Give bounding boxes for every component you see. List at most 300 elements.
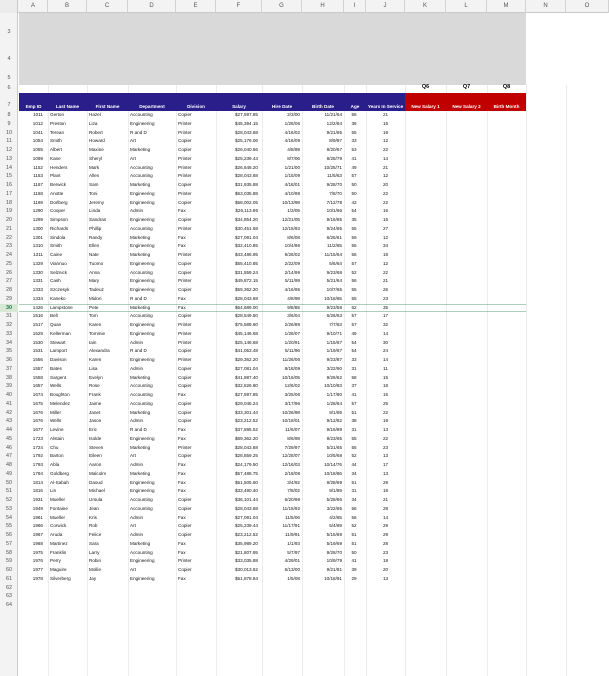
row-number[interactable]: 32 <box>6 322 12 328</box>
cell-age[interactable]: 50 <box>351 549 357 555</box>
cell-division[interactable]: Copier <box>178 383 192 389</box>
cell-emp-id[interactable]: 1169 <box>33 199 43 205</box>
cell-birth-date[interactable]: 9/26/62 <box>326 374 342 380</box>
cell-birth-date[interactable]: 9/23/58 <box>326 304 342 310</box>
cell-age[interactable]: 57 <box>351 313 357 319</box>
cell-birth-date[interactable]: 9/23/87 <box>326 357 342 362</box>
cell-salary[interactable]: $30,451.68 <box>235 225 258 231</box>
cell-age[interactable]: 52 <box>351 523 357 529</box>
cell-last-name[interactable]: Kellerman <box>50 330 71 336</box>
row-number[interactable]: 58 <box>6 549 12 556</box>
row-number[interactable]: 11 <box>6 138 12 145</box>
cell-first-name[interactable]: Liza <box>89 120 98 126</box>
cell-salary[interactable]: $35,989.20 <box>235 540 258 546</box>
row-number[interactable]: 52 <box>6 497 12 503</box>
cell-hire-date[interactable]: 9/8/85 <box>287 304 300 310</box>
cell-age[interactable]: 31 <box>351 427 357 432</box>
cell-department[interactable]: Marketing <box>130 409 151 415</box>
cell-hire-date[interactable]: 12/15/93 <box>282 225 300 231</box>
row-number[interactable]: 51 <box>6 488 12 495</box>
row-number[interactable]: 35 <box>6 348 12 355</box>
cell-years-in-service[interactable]: 21 <box>382 112 389 117</box>
cell-salary[interactable]: $28,549.50 <box>235 313 258 319</box>
cell-first-name[interactable]: Jay <box>89 575 97 581</box>
cell-age[interactable]: 51 <box>351 532 357 537</box>
cell-birth-date[interactable]: 10/7/65 <box>326 287 342 292</box>
cell-emp-id[interactable]: 1793 <box>32 462 43 467</box>
header-salary[interactable]: Salary <box>232 104 246 109</box>
cell-last-name[interactable]: Henders <box>50 164 68 170</box>
cell-emp-id[interactable]: 1530 <box>32 339 43 345</box>
cell-first-name[interactable]: Iain <box>89 339 97 345</box>
column-header-e[interactable]: E <box>176 0 216 13</box>
cell-age[interactable]: 55 <box>351 287 357 292</box>
cell-years-in-service[interactable]: 32 <box>382 322 389 327</box>
row-number[interactable]: 3 <box>7 29 11 35</box>
cell-birth-date[interactable]: 10/25/71 <box>324 164 342 170</box>
cell-age[interactable]: 44 <box>351 462 357 467</box>
cell-years-in-service[interactable]: 22 <box>382 435 389 441</box>
cell-division[interactable]: Copier <box>178 567 192 572</box>
cell-birth-date[interactable]: 10/18/91 <box>324 575 342 581</box>
row-number[interactable]: 60 <box>6 567 12 573</box>
header-department[interactable]: Department <box>139 104 165 109</box>
cell-department[interactable]: R and D <box>130 295 147 301</box>
cell-birth-date[interactable]: 9/28/70 <box>326 182 342 187</box>
cell-first-name[interactable]: Nate <box>89 252 99 257</box>
cell-department[interactable]: Admin <box>130 418 144 424</box>
cell-division[interactable]: Fax <box>178 243 186 249</box>
cell-last-name[interactable]: Alstain <box>50 435 64 441</box>
cell-first-name[interactable]: Ursula <box>89 497 103 502</box>
cell-emp-id[interactable]: 1558 <box>32 374 43 380</box>
cell-years-in-service[interactable]: 13 <box>382 470 389 476</box>
cell-age[interactable]: 55 <box>351 129 357 135</box>
column-header-f[interactable]: F <box>216 0 262 13</box>
row-number[interactable]: 20 <box>6 217 12 223</box>
cell-hire-date[interactable]: 6/20/99 <box>284 497 300 502</box>
cell-last-name[interactable]: Corwick <box>50 523 67 529</box>
cell-department[interactable]: Admin <box>130 462 144 467</box>
cell-salary[interactable]: $27,081.04 <box>235 514 258 520</box>
cell-emp-id[interactable]: 1012 <box>32 120 43 126</box>
cell-hire-date[interactable]: 11/17/91 <box>282 523 300 529</box>
cell-age[interactable]: 56 <box>351 505 357 511</box>
cell-age[interactable]: 34 <box>351 497 357 502</box>
header-age[interactable]: Age <box>350 104 360 109</box>
cell-hire-date[interactable]: 8/6/98 <box>287 435 300 441</box>
cell-age[interactable]: 53 <box>351 147 357 152</box>
cell-age[interactable]: 54 <box>351 339 357 345</box>
cell-birth-date[interactable]: 5/19/69 <box>326 540 342 546</box>
cell-age[interactable]: 51 <box>351 409 357 415</box>
header-new-salary-1[interactable]: New Salary 1 <box>405 93 446 111</box>
cell-last-name[interactable]: Mueller <box>50 514 66 520</box>
column-header-l[interactable]: L <box>446 0 487 13</box>
cell-age[interactable]: 50 <box>351 190 357 196</box>
header-years-in-service[interactable]: Years In Service <box>367 104 404 109</box>
cell-last-name[interactable]: Miller <box>50 409 61 415</box>
cell-first-name[interactable]: Robert <box>89 129 103 135</box>
cell-first-name[interactable]: Isolde <box>89 435 102 441</box>
cell-salary[interactable]: $55,410.85 <box>235 260 258 266</box>
cell-years-in-service[interactable]: 23 <box>382 295 389 301</box>
cell-age[interactable]: 36 <box>351 120 357 126</box>
cell-first-name[interactable]: Allen <box>89 173 100 179</box>
cell-years-in-service[interactable]: 17 <box>382 313 389 319</box>
row-number[interactable]: 46 <box>6 444 12 451</box>
cell-salary[interactable]: $28,043.68 <box>235 129 258 135</box>
cell-first-name[interactable]: Rose <box>89 383 100 389</box>
row-number[interactable]: 22 <box>6 234 12 241</box>
cell-age[interactable]: 51 <box>351 479 357 485</box>
cell-years-in-service[interactable]: 22 <box>382 269 389 275</box>
cell-birth-date[interactable]: 5/21/64 <box>326 278 342 284</box>
cell-age[interactable]: 35 <box>351 217 357 222</box>
cell-birth-date[interactable]: 9/24/65 <box>326 225 342 231</box>
column-header-o[interactable]: O <box>566 0 609 13</box>
cell-first-name[interactable]: Mark <box>89 164 100 170</box>
cell-last-name[interactable]: Levine <box>50 427 64 432</box>
cell-division[interactable]: Copier <box>178 217 192 222</box>
cell-division[interactable]: Copier <box>178 400 192 406</box>
column-header-g[interactable]: G <box>262 0 302 13</box>
cell-first-name[interactable]: Robin <box>89 558 102 564</box>
cell-department[interactable]: Accounting <box>130 383 153 389</box>
cell-division[interactable]: Copier <box>178 147 192 152</box>
header-new-salary-2[interactable]: New Salary 2 <box>446 93 487 111</box>
cell-division[interactable]: Printer <box>178 444 192 450</box>
cell-last-name[interactable]: Wells <box>50 418 62 424</box>
cell-salary[interactable]: $57,488.75 <box>235 470 258 476</box>
cell-first-name[interactable]: Tom <box>89 313 98 319</box>
row-number[interactable]: 36 <box>6 357 12 363</box>
cell-department[interactable]: Engineering <box>130 120 155 126</box>
cell-last-name[interactable]: Sargent <box>50 374 67 380</box>
cell-division[interactable]: Copier <box>178 260 192 266</box>
cell-salary[interactable]: $28,859.25 <box>235 453 258 459</box>
cell-salary[interactable]: $23,212.52 <box>235 532 258 537</box>
cell-last-name[interactable]: Chu <box>50 444 59 450</box>
cell-last-name[interactable]: Cash <box>50 278 61 284</box>
cell-age[interactable]: 41 <box>351 155 357 161</box>
cell-division[interactable]: Printer <box>178 190 192 196</box>
cell-last-name[interactable]: Melendez <box>50 400 70 406</box>
cell-age[interactable]: 33 <box>351 357 357 362</box>
cell-first-name[interactable]: Toni <box>89 190 98 196</box>
cell-emp-id[interactable]: 1949 <box>32 505 43 511</box>
cell-hire-date[interactable]: 12/6/02 <box>284 383 300 389</box>
header-hire-date[interactable]: Hire Date <box>271 104 293 109</box>
cell-emp-id[interactable]: 1290 <box>32 208 43 214</box>
cell-salary[interactable]: $24,179.50 <box>235 462 258 467</box>
cell-salary[interactable]: $25,176.06 <box>235 138 258 144</box>
cell-first-name[interactable]: Michael <box>89 488 105 494</box>
cell-last-name[interactable]: Silverberg <box>50 575 71 581</box>
cell-last-name[interactable]: Boughton <box>50 392 70 397</box>
cell-hire-date[interactable]: 3/4/92 <box>287 479 300 485</box>
cell-emp-id[interactable]: 1977 <box>32 567 43 572</box>
cell-age[interactable]: 52 <box>351 453 357 459</box>
header-first-name[interactable]: First Name <box>95 104 120 109</box>
cell-first-name[interactable]: Anna <box>89 269 100 275</box>
cell-department[interactable]: R and D <box>130 348 147 354</box>
cell-salary[interactable]: $31,935.88 <box>235 182 258 187</box>
cell-age[interactable]: 62 <box>351 304 357 310</box>
cell-department[interactable]: Accounting <box>130 313 153 319</box>
row-number[interactable]: 62 <box>6 584 12 591</box>
cell-emp-id[interactable]: 1167 <box>33 182 43 187</box>
cell-years-in-service[interactable]: 19 <box>382 129 389 135</box>
cell-last-name[interactable]: Kane <box>50 155 61 161</box>
cell-hire-date[interactable]: 10/26/98 <box>282 409 300 415</box>
cell-last-name[interactable]: Davison <box>50 357 67 362</box>
cell-department[interactable]: Art <box>130 155 136 161</box>
cell-first-name[interactable]: Eric <box>89 427 97 432</box>
row-number[interactable]: 18 <box>6 199 12 206</box>
cell-first-name[interactable]: Jeremy <box>89 199 105 205</box>
row-number[interactable]: 42 <box>6 409 12 416</box>
row-number[interactable]: 21 <box>6 225 12 232</box>
cell-hire-date[interactable]: 2/14/99 <box>284 269 300 275</box>
column-header-h[interactable]: H <box>302 0 344 13</box>
row-number[interactable]: 10 <box>6 129 12 136</box>
cell-first-name[interactable]: Felice <box>89 532 102 537</box>
row-number[interactable]: 9 <box>7 120 11 127</box>
cell-first-name[interactable]: Karen <box>89 357 102 362</box>
cell-department[interactable]: Engineering <box>130 330 155 336</box>
cell-division[interactable]: Copier <box>178 313 192 319</box>
cell-first-name[interactable]: Midori <box>89 295 102 301</box>
cell-birth-date[interactable]: 1/28/64 <box>326 400 342 406</box>
cell-years-in-service[interactable]: 14 <box>382 155 389 161</box>
cell-years-in-service[interactable]: 21 <box>382 164 389 170</box>
cell-last-name[interactable]: Viannuo <box>50 260 67 266</box>
cell-hire-date[interactable]: 8/7/06 <box>287 155 300 161</box>
row-number[interactable]: 61 <box>6 575 12 582</box>
cell-birth-date[interactable]: 11/15/64 <box>324 252 342 257</box>
row-number[interactable]: 33 <box>6 330 12 337</box>
cell-hire-date[interactable]: 9/26/02 <box>284 252 300 257</box>
cell-division[interactable]: Fax <box>178 575 186 581</box>
cell-first-name[interactable]: Mollie <box>89 567 101 572</box>
cell-last-name[interactable]: Lamport <box>50 348 67 354</box>
grey-banner-region[interactable] <box>19 13 526 85</box>
cell-hire-date[interactable]: 5/7/97 <box>287 549 300 555</box>
cell-salary[interactable]: $33,480.40 <box>235 488 258 494</box>
cell-salary[interactable]: $26,113.86 <box>235 208 258 214</box>
header-division[interactable]: Division <box>187 104 205 109</box>
cell-age[interactable]: 31 <box>351 365 357 371</box>
cell-first-name[interactable]: Tommie <box>89 330 106 336</box>
cell-hire-date[interactable]: 3/17/96 <box>284 400 300 406</box>
cell-department[interactable]: Engineering <box>130 287 155 292</box>
cell-years-in-service[interactable]: 27 <box>382 225 389 231</box>
row-number[interactable]: 28 <box>6 287 12 293</box>
cell-birth-date[interactable]: 11/5/63 <box>327 173 342 179</box>
cell-first-name[interactable]: Lisa <box>89 365 98 371</box>
cell-emp-id[interactable]: 1330 <box>32 269 43 275</box>
cell-birth-date[interactable]: 3/22/65 <box>326 505 342 511</box>
cell-first-name[interactable]: Daoud <box>89 479 103 485</box>
cell-years-in-service[interactable]: 34 <box>382 243 389 249</box>
cell-birth-date[interactable]: 9/12/82 <box>326 418 342 424</box>
cell-hire-date[interactable]: 8/6/08 <box>287 234 300 240</box>
row-number[interactable]: 49 <box>6 470 12 477</box>
cell-hire-date[interactable]: 10/18/01 <box>282 418 300 424</box>
cell-department[interactable]: Accounting <box>130 112 153 117</box>
cell-division[interactable]: Printer <box>178 357 192 362</box>
cell-emp-id[interactable]: 1557 <box>32 365 43 371</box>
cell-birth-date[interactable]: 5/21/65 <box>326 444 342 450</box>
cell-salary[interactable]: $75,589.60 <box>235 322 258 327</box>
cell-birth-date[interactable]: 10/1/66 <box>326 208 342 214</box>
cell-years-in-service[interactable]: 12 <box>382 173 389 179</box>
cell-first-name[interactable]: Sandras <box>89 217 107 222</box>
cell-years-in-service[interactable]: 18 <box>382 383 389 389</box>
cell-hire-date[interactable]: 1/28/07 <box>284 330 300 336</box>
cell-birth-date[interactable]: 5/4/69 <box>329 523 342 529</box>
cell-last-name[interactable]: Fontaine <box>50 505 68 511</box>
cell-first-name[interactable]: Aaron <box>89 462 102 467</box>
cell-division[interactable]: Fax <box>178 540 186 546</box>
cell-last-name[interactable]: Simpson <box>50 217 68 222</box>
cell-division[interactable]: Printer <box>178 120 192 126</box>
cell-last-name[interactable]: Cooper <box>50 208 66 214</box>
cell-emp-id[interactable]: 1676 <box>32 409 43 415</box>
row-number[interactable]: 63 <box>6 593 12 600</box>
cell-last-name[interactable]: Lin <box>50 488 57 494</box>
cell-division[interactable]: Printer <box>178 129 192 135</box>
cell-years-in-service[interactable]: 11 <box>383 365 388 371</box>
cell-birth-date[interactable]: 10/14/76 <box>324 462 342 467</box>
cell-emp-id[interactable]: 1153 <box>33 173 43 179</box>
cell-emp-id[interactable]: 1152 <box>33 164 43 170</box>
cell-department[interactable]: Engineering <box>130 575 155 581</box>
cell-hire-date[interactable]: 8/18/09 <box>284 365 300 371</box>
cell-hire-date[interactable]: 1/26/06 <box>284 120 300 126</box>
cell-division[interactable]: Printer <box>178 322 192 327</box>
cell-division[interactable]: Copier <box>178 269 192 275</box>
cell-emp-id[interactable]: 1794 <box>32 470 43 476</box>
cell-birth-date[interactable]: 9/28/69 <box>326 479 342 485</box>
row-number[interactable]: 40 <box>6 392 12 398</box>
cell-salary[interactable]: $28,043.68 <box>235 444 258 450</box>
cell-hire-date[interactable]: 4/16/95 <box>284 287 300 292</box>
cell-years-in-service[interactable]: 22 <box>382 199 389 205</box>
cell-salary[interactable]: $33,035.88 <box>235 558 258 564</box>
cell-division[interactable]: Fax <box>178 479 186 485</box>
cell-hire-date[interactable]: 4/16/02 <box>284 129 300 135</box>
cell-hire-date[interactable]: 1/20/91 <box>284 339 300 345</box>
cell-hire-date[interactable]: 2/18/08 <box>284 470 300 476</box>
cell-birth-date[interactable]: 3/22/90 <box>326 365 342 371</box>
cell-last-name[interactable]: Martinez <box>50 540 68 546</box>
cell-last-name[interactable]: Smith <box>50 138 62 144</box>
column-header-b[interactable]: B <box>48 0 87 13</box>
cell-department[interactable]: Marketing <box>130 147 151 152</box>
cell-last-name[interactable]: Stewart <box>50 339 66 345</box>
cell-hire-date[interactable]: 7/29/97 <box>284 444 300 450</box>
cell-last-name[interactable]: Maguire <box>50 567 67 572</box>
row-number[interactable]: 4 <box>7 56 11 62</box>
cell-emp-id[interactable]: 1055 <box>32 147 43 152</box>
cell-hire-date[interactable]: 11/9/91 <box>285 532 300 537</box>
cell-salary[interactable]: $29,045.24 <box>235 400 258 406</box>
cell-salary[interactable]: $25,239.44 <box>235 523 258 529</box>
cell-years-in-service[interactable]: 16 <box>382 208 389 214</box>
cell-department[interactable]: R and D <box>130 427 147 432</box>
cell-age[interactable]: 41 <box>351 558 357 564</box>
cell-department[interactable]: Art <box>130 523 136 529</box>
row-number[interactable]: 16 <box>6 182 12 188</box>
row-number[interactable]: 47 <box>6 453 12 460</box>
cell-department[interactable]: Marketing <box>130 374 151 380</box>
cell-salary[interactable]: $28,043.68 <box>235 295 258 301</box>
cell-department[interactable]: Engineering <box>130 243 155 249</box>
cell-division[interactable]: Copier <box>178 453 192 459</box>
cell-age[interactable]: 49 <box>351 164 357 170</box>
row-number[interactable]: 50 <box>6 479 12 486</box>
cell-last-name[interactable]: Richards <box>50 225 69 231</box>
row-number[interactable]: 7 <box>7 102 11 108</box>
cell-department[interactable]: Admin <box>130 208 144 214</box>
question-label-q6[interactable]: Q6 <box>421 84 430 90</box>
cell-hire-date[interactable]: 12/21/05 <box>282 217 300 222</box>
row-number[interactable]: 37 <box>6 365 12 372</box>
cell-hire-date[interactable]: 11/26/06 <box>282 357 300 362</box>
cell-last-name[interactable]: Bates <box>50 365 62 371</box>
cell-birth-date[interactable]: 5/28/86 <box>326 497 342 502</box>
cell-emp-id[interactable]: 1674 <box>32 392 43 397</box>
cell-first-name[interactable]: Sheryl <box>89 155 103 161</box>
cell-division[interactable]: Copier <box>178 374 192 380</box>
cell-emp-id[interactable]: 1723 <box>32 435 43 441</box>
cell-department[interactable]: R and D <box>130 129 147 135</box>
cell-years-in-service[interactable]: 19 <box>382 418 389 424</box>
cell-first-name[interactable]: Ellen <box>89 243 100 249</box>
cell-salary[interactable]: $28,043.68 <box>235 505 258 511</box>
cell-salary[interactable]: $32,626.80 <box>235 383 258 389</box>
cell-emp-id[interactable]: 1168 <box>33 190 43 196</box>
cell-last-name[interactable]: Mueller <box>50 497 66 502</box>
cell-first-name[interactable]: Jean <box>89 505 99 511</box>
column-header-c[interactable]: C <box>87 0 128 13</box>
cell-age[interactable]: 56 <box>351 278 357 284</box>
cell-division[interactable]: Fax <box>178 208 186 214</box>
header-birth-date[interactable]: Birth Date <box>312 104 334 109</box>
cell-last-name[interactable]: Anotte <box>50 190 64 196</box>
cell-hire-date[interactable]: 11/5/06 <box>285 514 300 520</box>
cell-last-name[interactable]: Bell <box>50 313 58 319</box>
cell-department[interactable]: Accounting <box>130 225 153 231</box>
cell-birth-date[interactable]: 12/2/84 <box>326 120 342 126</box>
cell-hire-date[interactable]: 10/4/86 <box>284 243 300 249</box>
cell-department[interactable]: Accounting <box>130 173 153 179</box>
cell-age[interactable]: 54 <box>351 348 357 354</box>
cell-salary[interactable]: $58,002.05 <box>235 199 258 205</box>
cell-age[interactable]: 56 <box>351 112 357 117</box>
row-number[interactable]: 26 <box>6 269 12 276</box>
cell-birth-date[interactable]: 6/25/61 <box>326 234 342 240</box>
cell-first-name[interactable]: Kris <box>89 514 97 520</box>
cell-salary[interactable]: $51,878.84 <box>235 575 258 581</box>
cell-division[interactable]: Copier <box>178 409 192 415</box>
cell-birth-date[interactable]: 10/18/65 <box>324 295 342 301</box>
cell-salary[interactable]: $30,013.62 <box>235 567 258 572</box>
row-number[interactable]: 14 <box>6 164 12 171</box>
cell-birth-date[interactable]: 5/15/69 <box>326 532 342 537</box>
